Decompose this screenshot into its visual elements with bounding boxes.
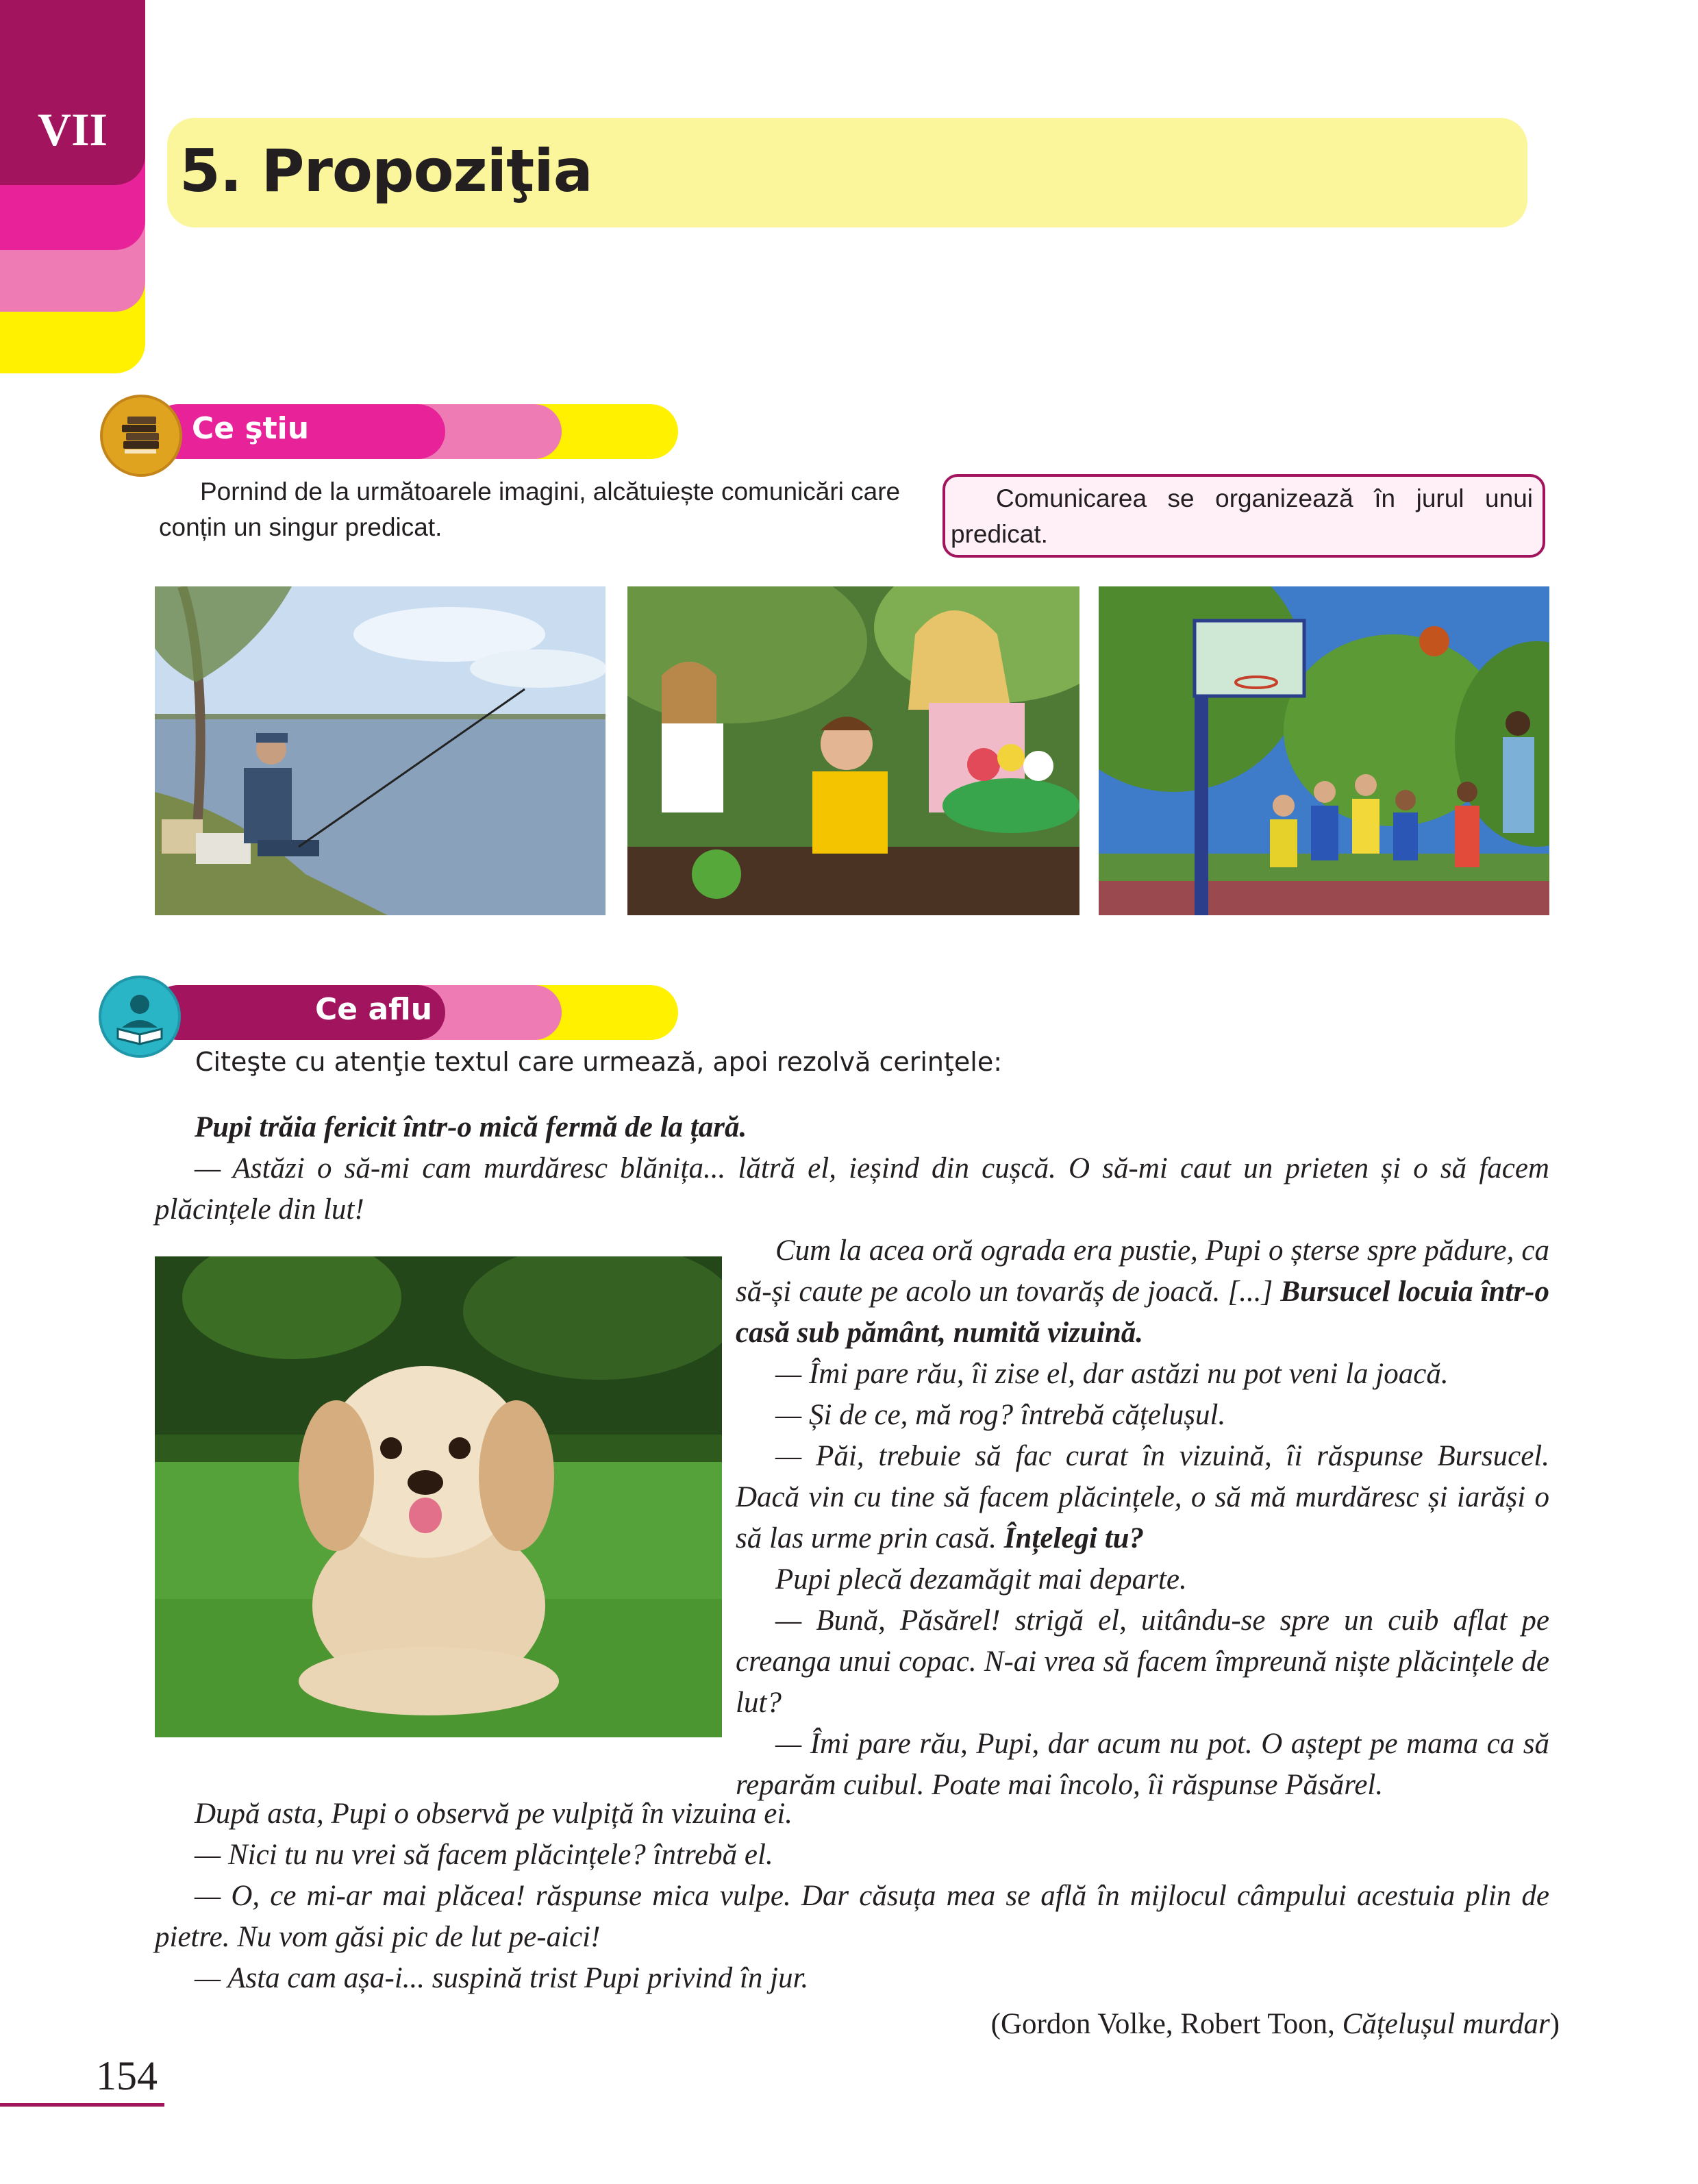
- story-opening: [155, 1107, 1549, 1148]
- note-text: [951, 481, 1533, 552]
- story-paragraph: — Îmi pare rău, Pupi, dar acum nu pot. O aștept pe mama ca să reparăm cuibul. Poate mai încolo, îi răspunse Păsărel.: [736, 1728, 1549, 1801]
- page-number-rule: [0, 2103, 164, 2107]
- story-paragraph: După asta, Pupi o observă pe vulpiță în vizuina ei.: [195, 1798, 793, 1830]
- section-learn-label: Ce aflu: [315, 992, 433, 1027]
- citation: [991, 2007, 1560, 2041]
- story-paragraph: [736, 1436, 1549, 1559]
- story-bottom: [155, 1794, 1549, 1999]
- story-text: Cum la acea oră ograda era pustie, Pupi o șterse spre pădure, ca să-și caute pe acolo un tovarăș de joacă. [...]: [736, 1234, 1549, 1308]
- learn-instruction: Citeşte cu atenţie textul care urmează, apoi rezolvă cerinţele:: [195, 1047, 1003, 1077]
- story-bold-text: Înțelegi tu?: [1003, 1522, 1145, 1554]
- lesson-title: 5. Propoziţia: [179, 137, 592, 206]
- story-text: — Păi, trebuie să fac curat în vizuină, îi răspunse Bursucel. Dacă vin cu tine să facem plăcințele, o să mă murdăresc și iarăși o să las urme prin casă.: [736, 1440, 1549, 1554]
- basketball-photo: [1099, 586, 1549, 915]
- puppy-photo: [155, 1256, 722, 1737]
- fisherman-photo: [155, 586, 605, 915]
- note-text-content: Comunicarea se organizează în jurul unui predicat.: [951, 484, 1533, 548]
- reader-icon: [99, 976, 181, 1058]
- story-opening-text: Pupi trăia fericit într-o mică fermă de la țară.: [195, 1111, 747, 1143]
- know-instruction-text: Pornind de la următoarele imagini, alcătuiește comunicări care conțin un singur predicat.: [159, 477, 901, 541]
- know-instruction: [159, 474, 907, 545]
- story-paragraph: — O, ce mi-ar mai plăcea! răspunse mica vulpe. Dar căsuța mea se află în mijlocul câmpului acestuia plin de pietre. Nu vom găsi pic de lut pe-aici!: [155, 1880, 1549, 1953]
- citation-authors: (Gordon Volke, Robert Toon,: [990, 2008, 1343, 2040]
- chapter-number: VII: [37, 103, 108, 156]
- story-bold-text: Bursucel locuia într-o casă sub pământ, numită vizuină.: [736, 1276, 1549, 1349]
- story-paragraph: — Și de ce, mă rog? întrebă cățelușul.: [775, 1399, 1226, 1431]
- story-right-column: [736, 1230, 1549, 1806]
- page-number: 154: [96, 2053, 158, 2098]
- story-top: [155, 1107, 1549, 1230]
- gardening-photo: [627, 586, 1079, 915]
- story-paragraph: [736, 1230, 1549, 1354]
- citation-work: Cățelușul murdar: [1342, 2008, 1550, 2040]
- chapter-tab-magenta: [0, 0, 145, 185]
- story-paragraph: — Astăzi o să-mi cam murdăresc blănița... lătră el, ieșind din cușcă. O să-mi caut un prieten și o să facem plăcințele din lut!: [155, 1152, 1549, 1226]
- story-paragraph: — Îmi pare rău, îi zise el, dar astăzi nu pot veni la joacă.: [775, 1358, 1449, 1390]
- books-icon: [100, 395, 182, 477]
- section-know-label: Ce ştiu: [192, 411, 310, 446]
- story-paragraph: — Nici tu nu vrei să facem plăcințele? întrebă el.: [195, 1839, 773, 1871]
- citation-close: ): [1549, 2008, 1560, 2040]
- story-paragraph: — Asta cam așa-i... suspină trist Pupi privind în jur.: [195, 1962, 809, 1994]
- story-paragraph: — Bună, Păsărel! strigă el, uitându-se spre un cuib aflat pe creanga unui copac. N-ai vrea să facem împreună niște plăcințele de lut?: [736, 1604, 1549, 1719]
- story-paragraph: Pupi plecă dezamăgit mai departe.: [775, 1563, 1187, 1596]
